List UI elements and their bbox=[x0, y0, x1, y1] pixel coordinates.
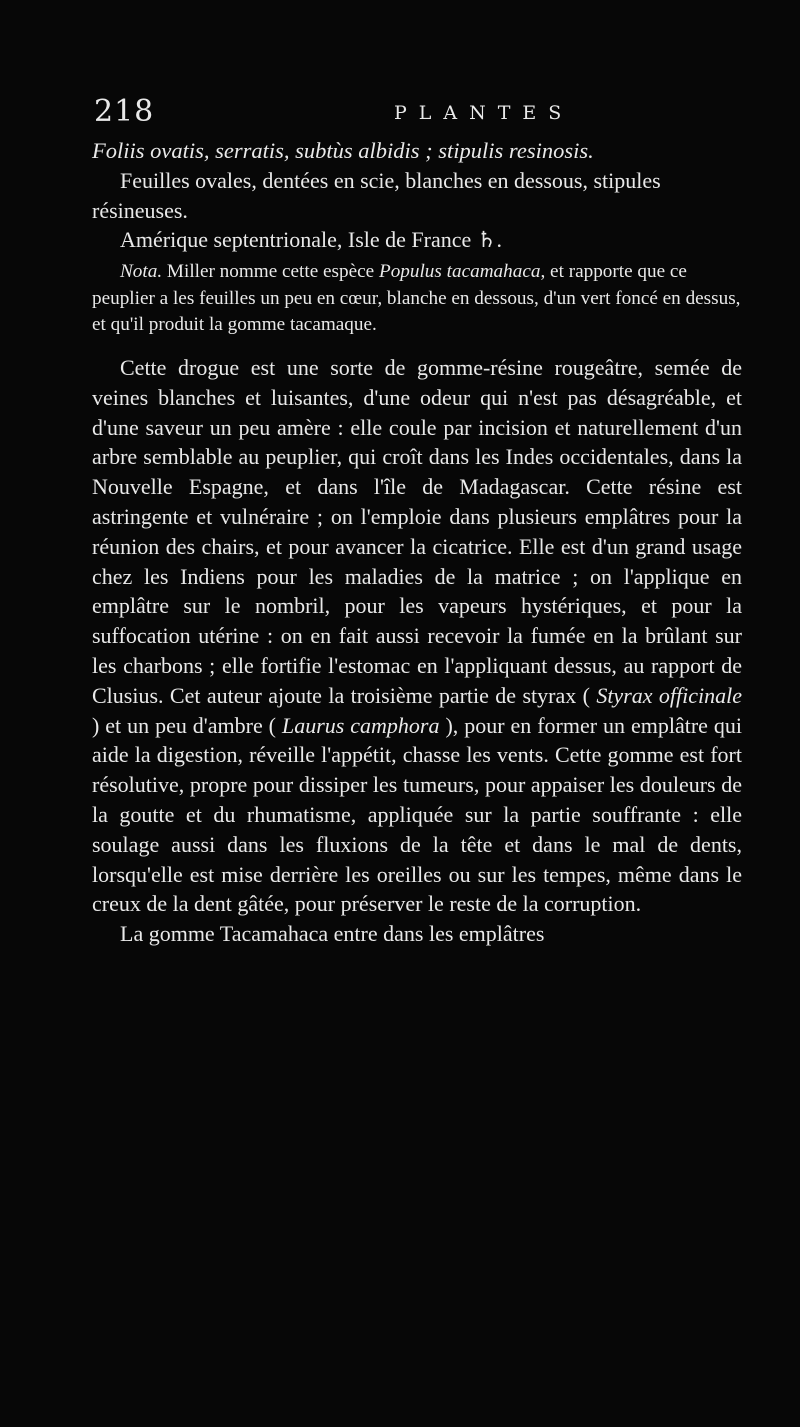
main-text-part-3: ), pour en former un emplâtre qui aide la digestion, réveille l'appétit, chasse les vents. Cette gomme est fort résolutive, propre pour dissiper les tumeurs, pour appaiser les douleurs de la goutte et du rhumatisme, appliquée sur la partie souffrante : elle soulage aussi dans les fluxions de la tête et dans le mal de dents, lorsqu'elle est mise derrière les oreilles ou sur les tempes, même dans le creux de la dent gâtée, pour préserver le reste de la corruption. bbox=[92, 712, 742, 917]
running-head: PLANTES bbox=[394, 102, 574, 124]
main-text-part-1: Cette drogue est une sorte de gomme-résine rougeâtre, semée de veines blanches et luisantes, d'une odeur qui n'est pas désagréable, et d'une saveur un peu amère : elle coule par incision et naturellement d'un arbre semblable au peuplier, qui croît dans les Indes occidentales, dans la Nouvelle Espagne, et dans l'île de Madagascar. Cette résine est astringente et vulnéraire ; on l'emploie dans plusieurs emplâtres pour la réunion des chairs, et pour avancer la cicatrice. Elle est d'un grand usage chez les Indiens pour les maladies de la matrice ; on l'applique en emplâtre sur le nombril, pour les vapeurs hystériques, et pour la suffocation utérine : on en fait aussi recevoir la fumée en la brûlant sur les charbons ; elle fortifie l'estomac en l'appliquant dessus, au rapport de Clusius. Cet auteur ajoute la troisième partie de styrax ( bbox=[92, 354, 742, 708]
latin-description: Foliis ovatis, serratis, subtùs albidis ; stipulis resinosis. bbox=[92, 138, 594, 163]
nota-species: Populus tacamahaca bbox=[378, 261, 541, 283]
paragraph-gap bbox=[92, 339, 742, 353]
nota-text-2: , et rapporte que ce peuplier a les feuilles un peu en cœur, blanche en dessous, d'un vert foncé en dessus, et qu'il produit la gomme tacamaque. bbox=[92, 261, 741, 336]
last-line: La gomme Tacamahaca entre dans les emplâtres bbox=[120, 921, 545, 947]
habitat-line: Amérique septentrionale, Isle de France ♄. bbox=[120, 227, 502, 253]
nota-label: Nota. bbox=[120, 261, 163, 283]
main-paragraph bbox=[92, 353, 742, 919]
styrax-name: Styrax officinale bbox=[596, 682, 742, 708]
nota-paragraph bbox=[92, 259, 742, 339]
main-text-part-2: ) et un peu d'ambre ( bbox=[92, 712, 282, 738]
page-body bbox=[92, 136, 742, 949]
page-number: 218 bbox=[94, 94, 155, 129]
laurus-name: Laurus camphora bbox=[281, 712, 440, 738]
french-description: Feuilles ovales, dentées en scie, blanches en dessous, stipules résineuses. bbox=[92, 167, 661, 223]
page-header bbox=[94, 94, 670, 134]
nota-text-1: Miller nomme cette espèce bbox=[162, 261, 379, 283]
